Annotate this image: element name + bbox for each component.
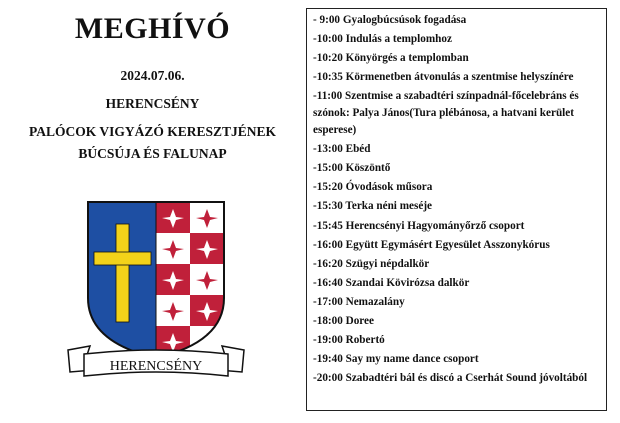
crest-banner-text: HERENCSÉNY: [109, 359, 203, 374]
schedule-item: -19:40 Say my name dance csoport: [313, 353, 479, 366]
schedule-item: -20:00 Szabadtéri bál és discó a Cserhát Sound jóvoltából: [313, 372, 588, 385]
schedule-item: -15:30 Terka néni meséje: [313, 200, 433, 213]
schedule-item: -10:20 Könyörgés a templomban: [313, 52, 469, 65]
schedule-item: -17:00 Nemazalány: [313, 295, 405, 308]
schedule-item: -11:00 Szentmise a szabadtéri színpadnál-főcelebráns és szónok: Palya János(Tura plébánosa, a hatvani kerület esperese): [313, 90, 579, 136]
schedule-list: [307, 9, 606, 388]
schedule-item: -13:00 Ebéd: [313, 143, 371, 156]
schedule-item: -10:35 Körmenetben átvonulás a szentmise helyszínére: [313, 71, 574, 84]
schedule-item: -16:40 Szandai Kövirózsa dalkör: [313, 276, 470, 289]
event-name-line-1: PALÓCOK VIGYÁZÓ KERESZTJÉNEK: [28, 124, 277, 139]
schedule-item: -16:20 Szügyi népdalkör: [313, 257, 430, 270]
event-date: 2024.07.06.: [120, 68, 185, 83]
schedule-item: -15:20 Óvodások műsora: [313, 181, 433, 194]
schedule-item: -18:00 Doree: [313, 315, 374, 327]
program-schedule: [306, 8, 607, 411]
village-crest-icon: [66, 200, 246, 390]
schedule-item: -19:00 Robertó: [313, 334, 385, 347]
schedule-item: -15:45 Herencsényi Hagyományőrző csoport: [313, 219, 525, 232]
event-name-line-2: BÚCSÚJA ÉS FALUNAP: [78, 146, 227, 161]
schedule-item: - 9:00 Gyalogbúcsúsok fogadása: [313, 14, 467, 26]
invitation-panel: [0, 0, 305, 423]
village-name: HERENCSÉNY: [105, 96, 200, 111]
schedule-item: -16:00 Együtt Egymásért Egyesület Asszonykórus: [313, 238, 550, 251]
invitation-title: MEGHÍVÓ: [74, 12, 231, 45]
schedule-item: -15:00 Köszöntő: [313, 162, 391, 175]
schedule-item: -10:00 Indulás a templomhoz: [313, 33, 452, 46]
